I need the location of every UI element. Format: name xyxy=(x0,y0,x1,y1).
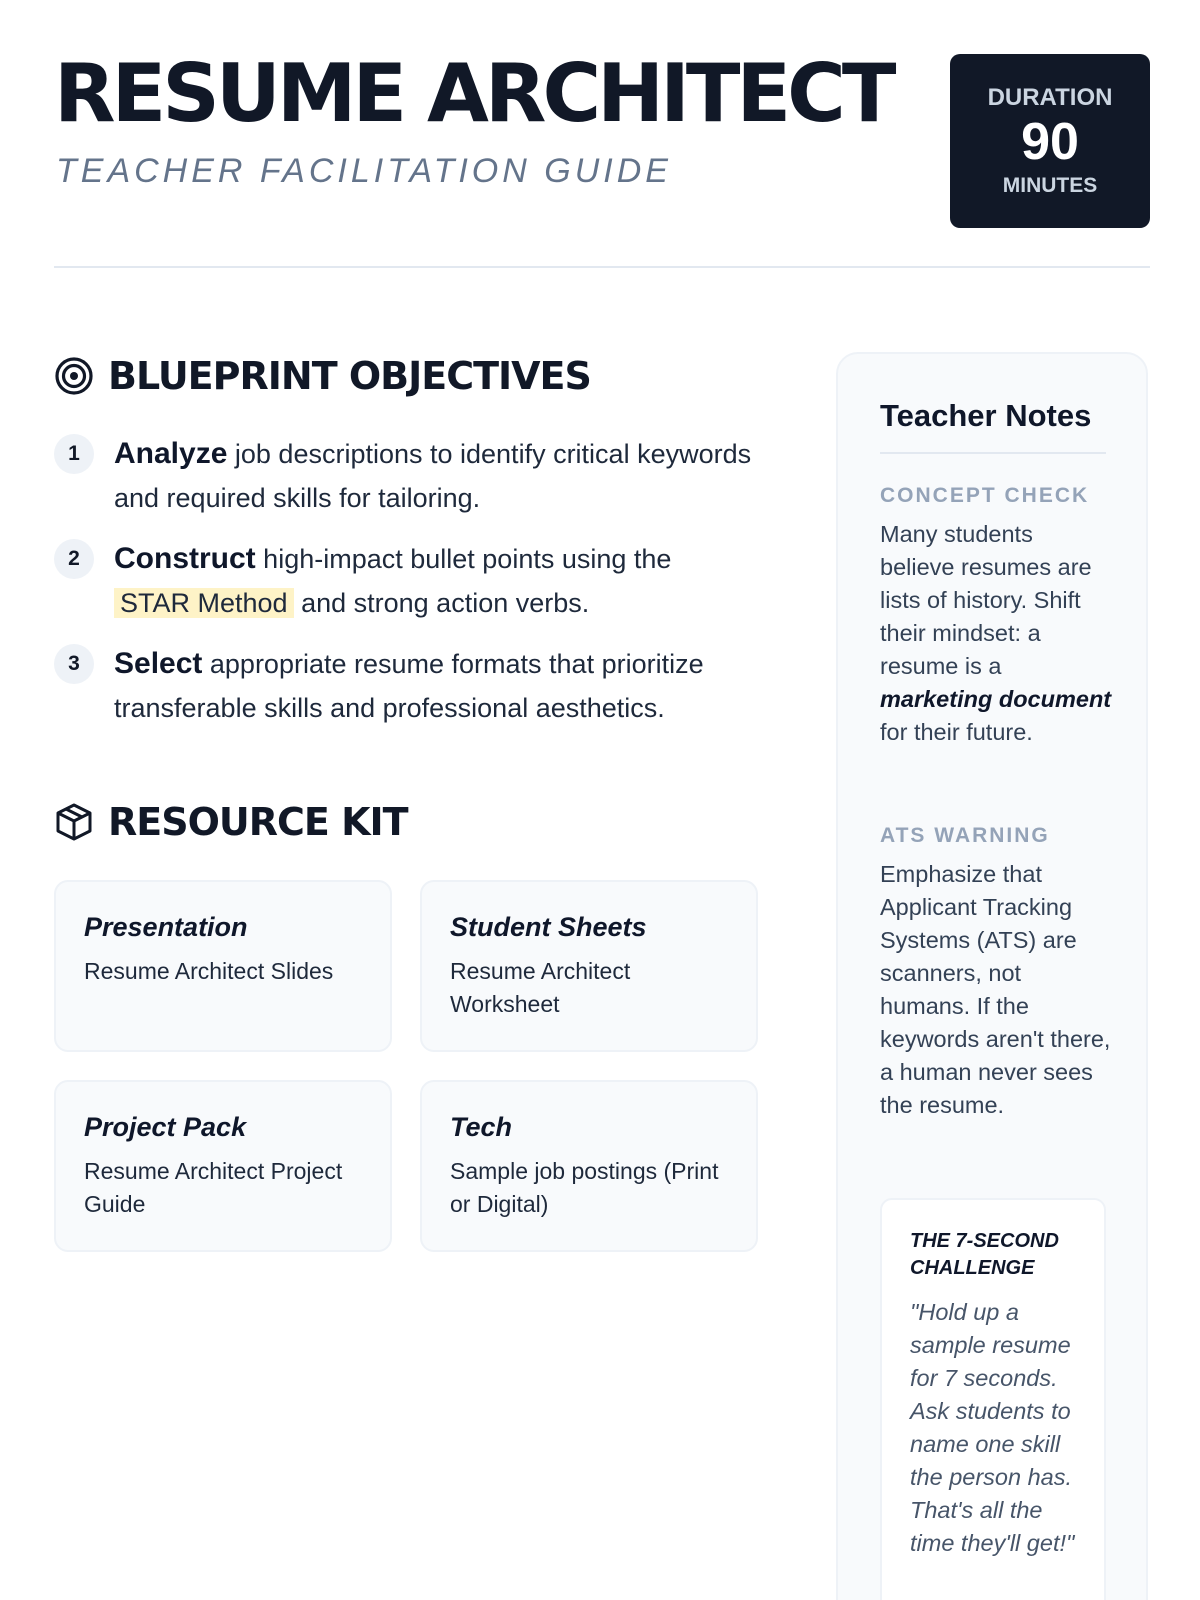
duration-unit: MINUTES xyxy=(1002,174,1098,197)
concept-check-text xyxy=(880,518,1112,749)
page-title: RESUME ARCHITECT xyxy=(54,47,893,140)
objective-verb: Select xyxy=(114,647,203,680)
duration-badge xyxy=(950,54,1150,228)
duration-label: DURATION xyxy=(987,84,1113,111)
teacher-notes-panel xyxy=(836,352,1148,1600)
resource-card-title: Student Sheets xyxy=(450,912,647,942)
teacher-notes-heading: Teacher Notes xyxy=(880,398,1106,454)
resource-card-title: Tech xyxy=(450,1112,513,1142)
ats-warning-tag: ATS WARNING xyxy=(880,824,1050,847)
objective-desc: high-impact bullet points using the xyxy=(255,544,672,574)
resource-card-student-sheets xyxy=(420,880,758,1052)
objective-verb: Construct xyxy=(114,542,256,575)
objective-item xyxy=(54,642,754,730)
concept-check-emphasis: marketing document xyxy=(880,686,1112,712)
objective-number: 1 xyxy=(54,434,94,474)
target-icon xyxy=(54,356,94,396)
duration-value: 90 xyxy=(1021,113,1079,171)
objectives-list xyxy=(54,432,754,747)
resource-card-desc: Sample job postings (Print or Digital) xyxy=(450,1158,719,1217)
objective-desc: job descriptions to identify critical keywords and required skills for tailoring. xyxy=(114,439,752,513)
box-icon xyxy=(54,802,94,842)
challenge-title: THE 7-SECOND CHALLENGE xyxy=(910,1230,1059,1279)
objectives-heading-text: BLUEPRINT OBJECTIVES xyxy=(108,354,591,398)
challenge-quote: "Hold up a sample resume for 7 seconds. Ask students to name one skill the person has. That's all the time they'll get!" xyxy=(910,1299,1075,1556)
ats-warning-text: Emphasize that Applicant Tracking Systems (ATS) are scanners, not humans. If the keywords aren't there, a human never sees the resume. xyxy=(880,861,1111,1118)
resource-kit-heading-text: RESOURCE KIT xyxy=(108,800,408,844)
objective-number: 3 xyxy=(54,644,94,684)
concept-check-tag: CONCEPT CHECK xyxy=(880,484,1090,507)
objective-desc: and strong action verbs. xyxy=(293,588,590,618)
seven-second-challenge-card xyxy=(880,1198,1106,1600)
resource-card-desc: Resume Architect Project Guide xyxy=(84,1158,343,1217)
objective-desc: appropriate resume formats that prioritize transferable skills and professional aesthetics. xyxy=(114,649,704,723)
objective-item xyxy=(54,537,754,625)
concept-check-post: for their future. xyxy=(880,719,1033,745)
page-header xyxy=(54,47,1150,229)
resource-card-presentation xyxy=(54,880,392,1052)
resource-kit-heading xyxy=(54,800,408,844)
objective-text xyxy=(114,432,754,520)
star-method-highlight: STAR Method xyxy=(114,588,294,618)
objective-text xyxy=(114,642,754,730)
resource-card-project-pack xyxy=(54,1080,392,1252)
resource-card-tech xyxy=(420,1080,758,1252)
resource-card-desc: Resume Architect Worksheet xyxy=(450,958,631,1017)
page-subtitle: TEACHER FACILITATION GUIDE xyxy=(56,152,672,190)
concept-check-pre: Many students believe resumes are lists of history. Shift their mindset: a resume is a xyxy=(880,521,1092,679)
resource-card-title: Project Pack xyxy=(84,1112,247,1142)
objectives-heading xyxy=(54,354,591,398)
header-divider xyxy=(54,266,1150,268)
objective-text xyxy=(114,537,754,625)
resource-card-desc: Resume Architect Slides xyxy=(84,958,334,984)
resource-card-title: Presentation xyxy=(84,912,248,942)
objective-item xyxy=(54,432,754,520)
objective-verb: Analyze xyxy=(114,437,228,470)
objective-number: 2 xyxy=(54,539,94,579)
